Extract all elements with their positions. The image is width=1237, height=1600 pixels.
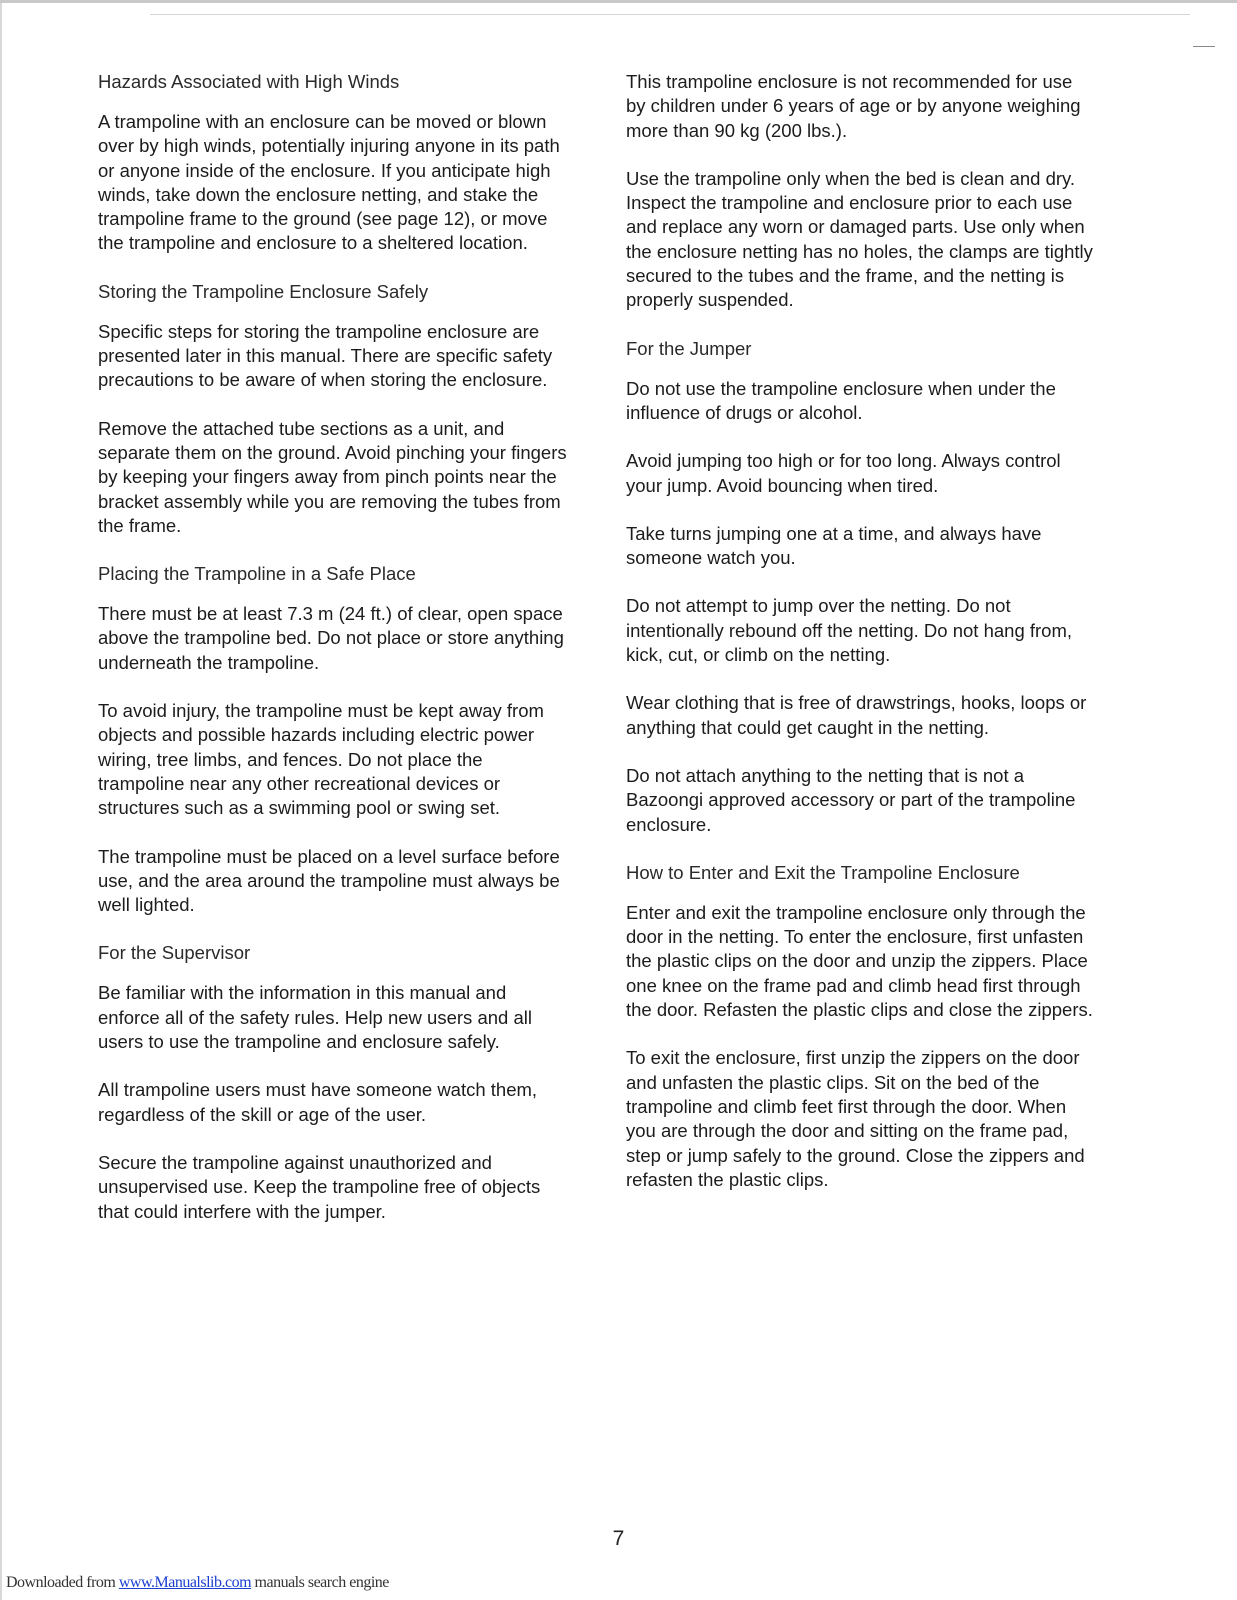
section-enclosure-usage bbox=[626, 70, 1096, 313]
left-column bbox=[98, 70, 568, 1248]
paragraph: The trampoline must be placed on a level surface before use, and the area around the trampoline must always be well lighted. bbox=[98, 845, 560, 916]
paragraph: Use the trampoline only when the bed is clean and dry. Inspect the trampoline and enclosure prior to each use and replace any worn or damaged parts. Use only when the enclosure netting has no holes, the clamps are tightly secured to the tubes and the frame, and the netting is properly suspended. bbox=[626, 167, 1093, 311]
footer-prefix: Downloaded from bbox=[6, 1574, 119, 1591]
paragraph: Do not attach anything to the netting that is not a Bazoongi approved accessory or part of the trampoline enclosure. bbox=[626, 764, 1076, 835]
section-supervisor bbox=[98, 941, 568, 1223]
paragraph: Take turns jumping one at a time, and always have someone watch you. bbox=[626, 522, 1042, 569]
paragraph: A trampoline with an enclosure can be moved or blown over by high winds, potentially injuring anyone in its path or anyone inside of the enclosure. If you anticipate high winds, take down the enclosure netting, and stake the trampoline frame to the ground (see page 12), or move the trampoline and enclosure to a sheltered location. bbox=[98, 111, 560, 254]
paragraph: Do not use the trampoline enclosure when under the influence of drugs or alcohol. bbox=[626, 377, 1056, 423]
section-storing bbox=[98, 280, 568, 538]
section-heading: Hazards Associated with High Winds bbox=[98, 71, 400, 92]
section-jumper bbox=[626, 337, 1096, 837]
footer-suffix: manuals search engine bbox=[251, 1574, 389, 1591]
top-rule bbox=[0, 0, 1237, 3]
paragraph: Wear clothing that is free of drawstrings, hooks, loops or anything that could get caught in the netting. bbox=[626, 692, 1087, 738]
paragraph: Remove the attached tube sections as a unit, and separate them on the ground. Avoid pinching your fingers by keeping your fingers away from pinch points near the bracket assembly while you are removing the tubes from the frame. bbox=[98, 417, 567, 536]
footer bbox=[6, 1574, 389, 1592]
section-heading: Placing the Trampoline in a Safe Place bbox=[98, 563, 416, 585]
paragraph: Do not attempt to jump over the netting. Do not intentionally rebound off the netting. Do not hang from, kick, cut, or climb on the netting. bbox=[626, 595, 1073, 666]
paragraph: Specific steps for storing the trampoline enclosure are presented later in this manual. There are specific safety precautions to be aware of when storing the enclosure. bbox=[98, 320, 553, 391]
section-heading: How to Enter and Exit the Trampoline Enclosure bbox=[626, 861, 1020, 883]
page-number: 7 bbox=[612, 1527, 625, 1550]
paragraph: Secure the trampoline against unauthorized and unsupervised use. Keep the trampoline free of objects that could interfere with the jumper. bbox=[98, 1151, 541, 1222]
paragraph: To avoid injury, the trampoline must be kept away from objects and possible hazards including electric power wiring, tree limbs, and fences. Do not place the trampoline near any other recreational devices or structures such as a swimming pool or swing set. bbox=[98, 700, 544, 819]
section-heading: For the Supervisor bbox=[98, 942, 251, 964]
paragraph: Be familiar with the information in this manual and enforce all of the safety rules. Help new users and all users to use the trampoline and enclosure safely. bbox=[98, 982, 532, 1053]
paragraph: Avoid jumping too high or for too long. Always control your jump. Avoid bouncing when tired. bbox=[626, 450, 1061, 496]
section-placing bbox=[98, 562, 568, 917]
edge-mark bbox=[1193, 46, 1215, 47]
section-high-winds bbox=[98, 70, 568, 256]
top-rule-thin bbox=[150, 14, 1190, 15]
section-heading: For the Jumper bbox=[626, 337, 752, 359]
paragraph: All trampoline users must have someone watch them, regardless of the skill or age of the user. bbox=[98, 1079, 538, 1125]
page-left-edge bbox=[0, 0, 2, 1600]
right-column bbox=[626, 70, 1096, 1216]
section-heading: Storing the Trampoline Enclosure Safely bbox=[98, 280, 429, 302]
section-enter-exit bbox=[626, 861, 1096, 1192]
paragraph: This trampoline enclosure is not recommended for use by children under 6 years of age or by anyone weighing more than 90 kg (200 lbs.). bbox=[626, 71, 1081, 141]
paragraph: There must be at least 7.3 m (24 ft.) of clear, open space above the trampoline bed. Do not place or store anything underneath the trampoline. bbox=[98, 603, 564, 673]
manualslib-link[interactable]: www.Manualslib.com bbox=[118, 1574, 252, 1591]
paragraph: To exit the enclosure, first unzip the zippers on the door and unfasten the plastic clips. Sit on the bed of the trampoline and climb feet first through the door. When you are through the door and sitting on the frame pad, step or jump safely to the ground. Close the zippers and refasten the plastic clips. bbox=[626, 1047, 1085, 1190]
paragraph: Enter and exit the trampoline enclosure only through the door in the netting. To enter the enclosure, first unfasten the plastic clips on the door and unzip the zippers. Place one knee on the frame pad and climb head first through the door. Refasten the plastic clips and close the zippers. bbox=[626, 901, 1093, 1021]
